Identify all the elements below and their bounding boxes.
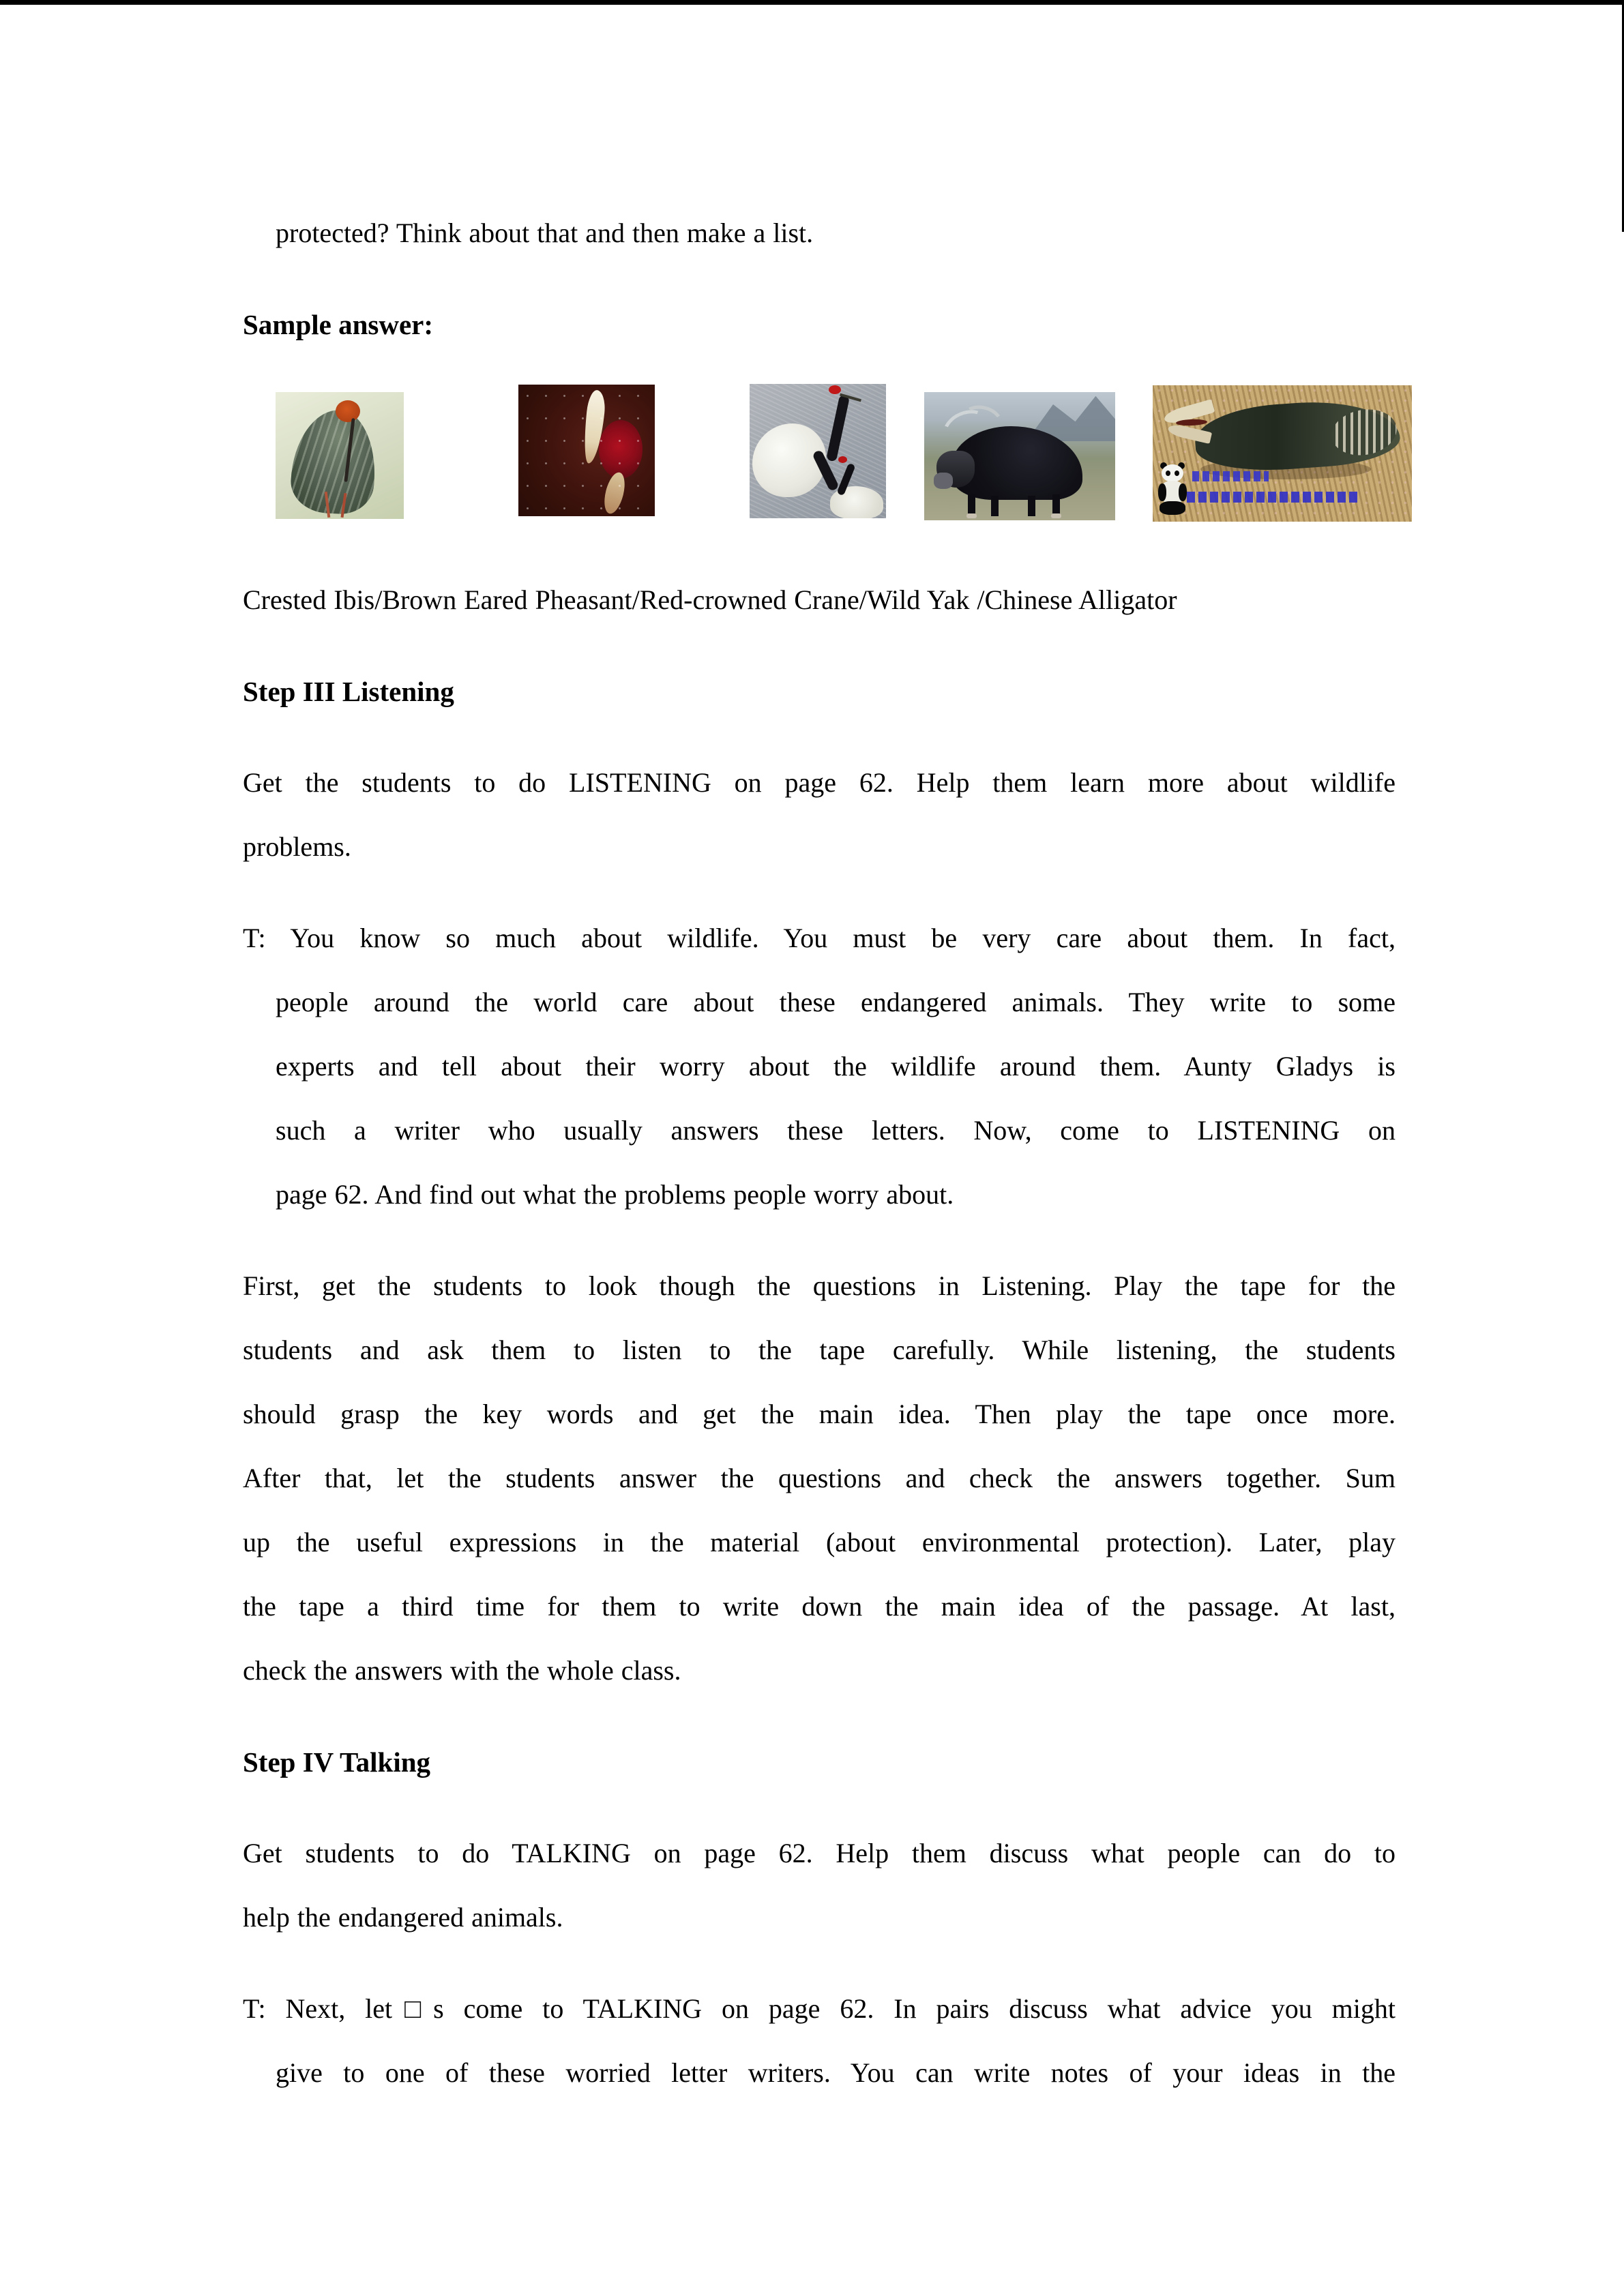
paragraph-line: page 62. And find out what the problems people worry about. (276, 1179, 954, 1210)
panda-arm (1158, 483, 1166, 501)
step4-heading: Step IV Talking (243, 1746, 431, 1778)
paragraph-line: check the answers with the whole class. (243, 1655, 681, 1686)
paragraph-line: help the endangered animals. (243, 1902, 563, 1933)
yak-muzzle-shape (934, 473, 953, 489)
paragraph-line: students and ask them to listen to the tape carefully. While listening, the students (243, 1335, 1396, 1365)
ibis-head-shape (336, 400, 360, 422)
paragraph-line: such a writer who usually answers these letters. Now, come to LISTENING on (276, 1115, 1396, 1146)
panda-eye (1175, 471, 1179, 476)
paragraph-line: give to one of these worried letter writers. You can write notes of your ideas in the (276, 2057, 1396, 2088)
paragraph-line: First, get the students to look though the questions in Listening. Play the tape for the (243, 1270, 1396, 1301)
crested-ibis-photo (276, 392, 404, 519)
teacher-talk-2-paragraph (243, 1977, 1396, 2105)
caption-line: Crested Ibis/Brown Eared Pheasant/Red-crowned Crane/Wild Yak /Chinese Alligator (243, 584, 1177, 615)
paragraph-line: T: You know so much about wildlife. You must be very care about them. In fact, (243, 923, 1396, 953)
wild-yak-photo (924, 392, 1115, 520)
chinese-alligator-photo (1153, 385, 1412, 522)
second-crane-red-crown (838, 456, 847, 463)
panda-legs (1160, 501, 1185, 515)
paragraph-line: T: Next, let□s come to TALKING on page 62. In pairs discuss what advice you might (243, 1993, 1396, 2024)
procedure-paragraph (243, 1254, 1396, 1703)
paragraph-line: should grasp the key words and get the main idea. Then play the tape once more. (243, 1399, 1396, 1429)
yak-hoof-shape (966, 513, 977, 518)
animal-photo-row (243, 384, 1396, 522)
crane-red-crown (829, 385, 841, 394)
intro-paragraph (243, 201, 1396, 265)
photo-caption (243, 568, 1396, 632)
panda-head (1162, 464, 1183, 482)
brown-eared-pheasant-photo (518, 385, 655, 516)
blue-watermark-text-row (1192, 471, 1269, 481)
panda-logo-icon (1158, 464, 1187, 515)
sample-answer-heading: Sample answer: (243, 309, 434, 340)
document-body (243, 201, 1396, 2132)
paragraph-line: Get the students to do LISTENING on page 62. Help them learn more about wildlife (243, 767, 1396, 798)
paragraph-line: problems. (243, 831, 351, 862)
yak-leg-shape (991, 496, 999, 516)
paragraph-line: experts and tell about their worry about the wildlife around them. Aunty Gladys is (276, 1051, 1396, 1082)
intro-line: protected? Think about that and then make a list. (276, 218, 814, 248)
yak-leg-shape (1028, 496, 1035, 516)
yak-hoof-shape (1051, 513, 1061, 518)
scan-top-border (0, 0, 1624, 5)
paragraph-line: people around the world care about these endangered animals. They write to some (276, 987, 1396, 1017)
red-crowned-crane-photo (750, 384, 886, 518)
step3-heading: Step III Listening (243, 676, 454, 707)
teacher-talk-1-paragraph (243, 906, 1396, 1227)
paragraph-line: up the useful expressions in the material (about environmental protection). Later, play (243, 1527, 1396, 1557)
paragraph-line: After that, let the students answer the questions and check the answers together. Sum (243, 1463, 1396, 1493)
panda-eye (1166, 471, 1170, 476)
paragraph-line: the tape a third time for them to write down the main idea of the passage. At last, (243, 1591, 1396, 1622)
listening-instructions-paragraph (243, 751, 1396, 879)
panda-arm (1179, 483, 1187, 501)
paragraph-line: Get students to do TALKING on page 62. Help them discuss what people can do to (243, 1838, 1396, 1868)
blue-watermark-url-row (1187, 492, 1359, 503)
talking-instructions-paragraph (243, 1821, 1396, 1950)
pheasant-speckle-texture (518, 385, 655, 516)
ibis-feather-texture (289, 408, 378, 516)
